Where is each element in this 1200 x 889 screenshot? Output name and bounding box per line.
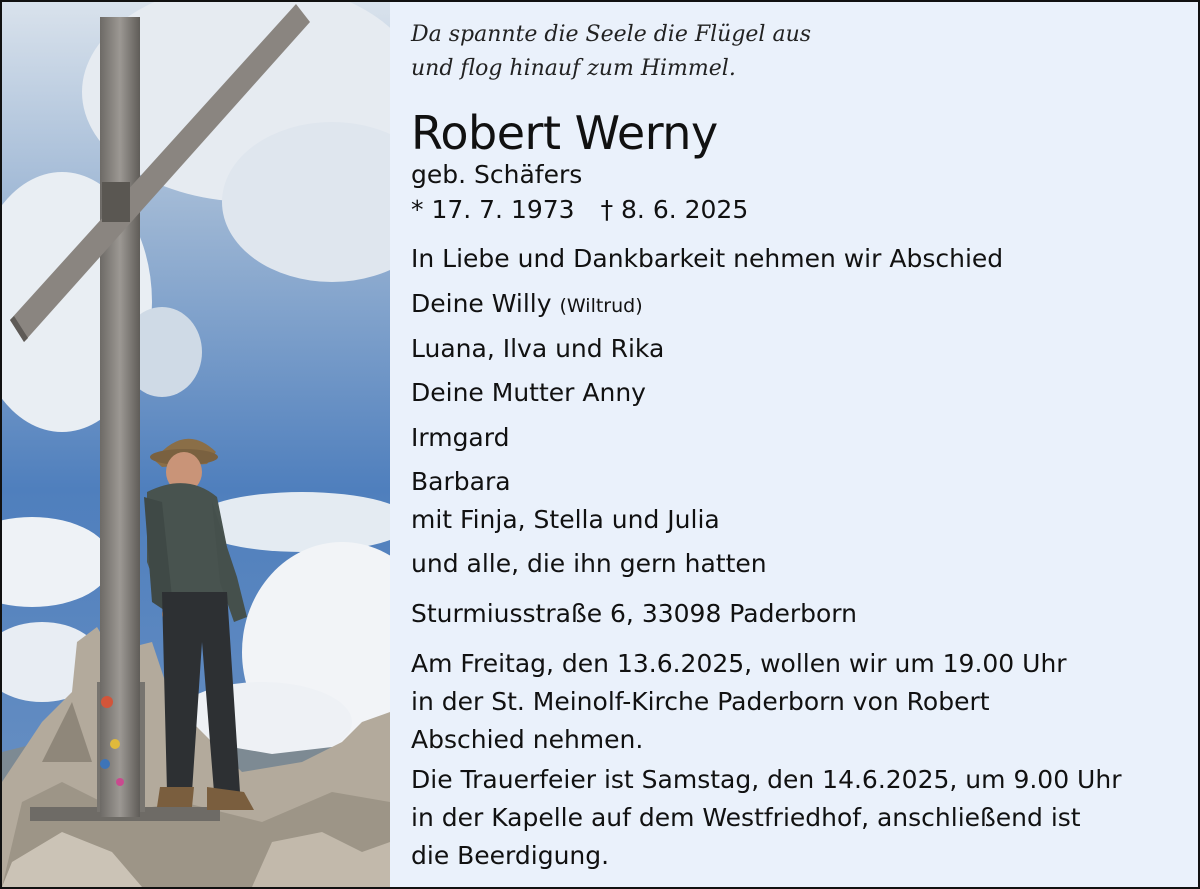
mourner-mother: Deine Mutter Anny — [411, 378, 646, 407]
mourner-children: Luana, Ilva und Rika — [411, 334, 665, 363]
birth-date: * 17. 7. 1973 — [411, 195, 575, 224]
summit-cross-photo — [2, 2, 390, 887]
service-line: Die Trauerfeier ist Samstag, den 14.6.2025, um 9.00 Uhr — [411, 765, 1122, 794]
birth-name: geb. Schäfers — [411, 160, 583, 189]
death-date: † 8. 6. 2025 — [600, 195, 749, 224]
mourner-irmgard: Irmgard — [411, 423, 510, 452]
address: Sturmiusstraße 6, 33098 Paderborn — [411, 599, 857, 628]
service-line: in der Kapelle auf dem Westfriedhof, anschließend ist — [411, 803, 1081, 832]
mourner-willy-note: (Wiltrud) — [559, 295, 643, 317]
service-line: Abschied nehmen. — [411, 725, 644, 754]
farewell-intro: In Liebe und Dankbarkeit nehmen wir Abschied — [411, 244, 1004, 273]
quote-line-2: und flog hinauf zum Himmel. — [411, 56, 736, 81]
mourner-all: und alle, die ihn gern hatten — [411, 549, 767, 578]
service-line: Am Freitag, den 13.6.2025, wollen wir um 19.00 Uhr — [411, 649, 1067, 678]
mourner-willy — [411, 288, 643, 322]
deceased-name: Robert Werny — [411, 106, 718, 160]
mourner-barbara-family: mit Finja, Stella und Julia — [411, 505, 720, 534]
service-line: die Beerdigung. — [411, 841, 610, 870]
mourner-barbara: Barbara — [411, 467, 511, 496]
life-dates — [411, 194, 748, 226]
mourner-willy-name: Deine Willy — [411, 289, 552, 318]
service-line: in der St. Meinolf-Kirche Paderborn von Robert — [411, 687, 990, 716]
quote-line-1: Da spannte die Seele die Flügel aus — [411, 22, 812, 47]
